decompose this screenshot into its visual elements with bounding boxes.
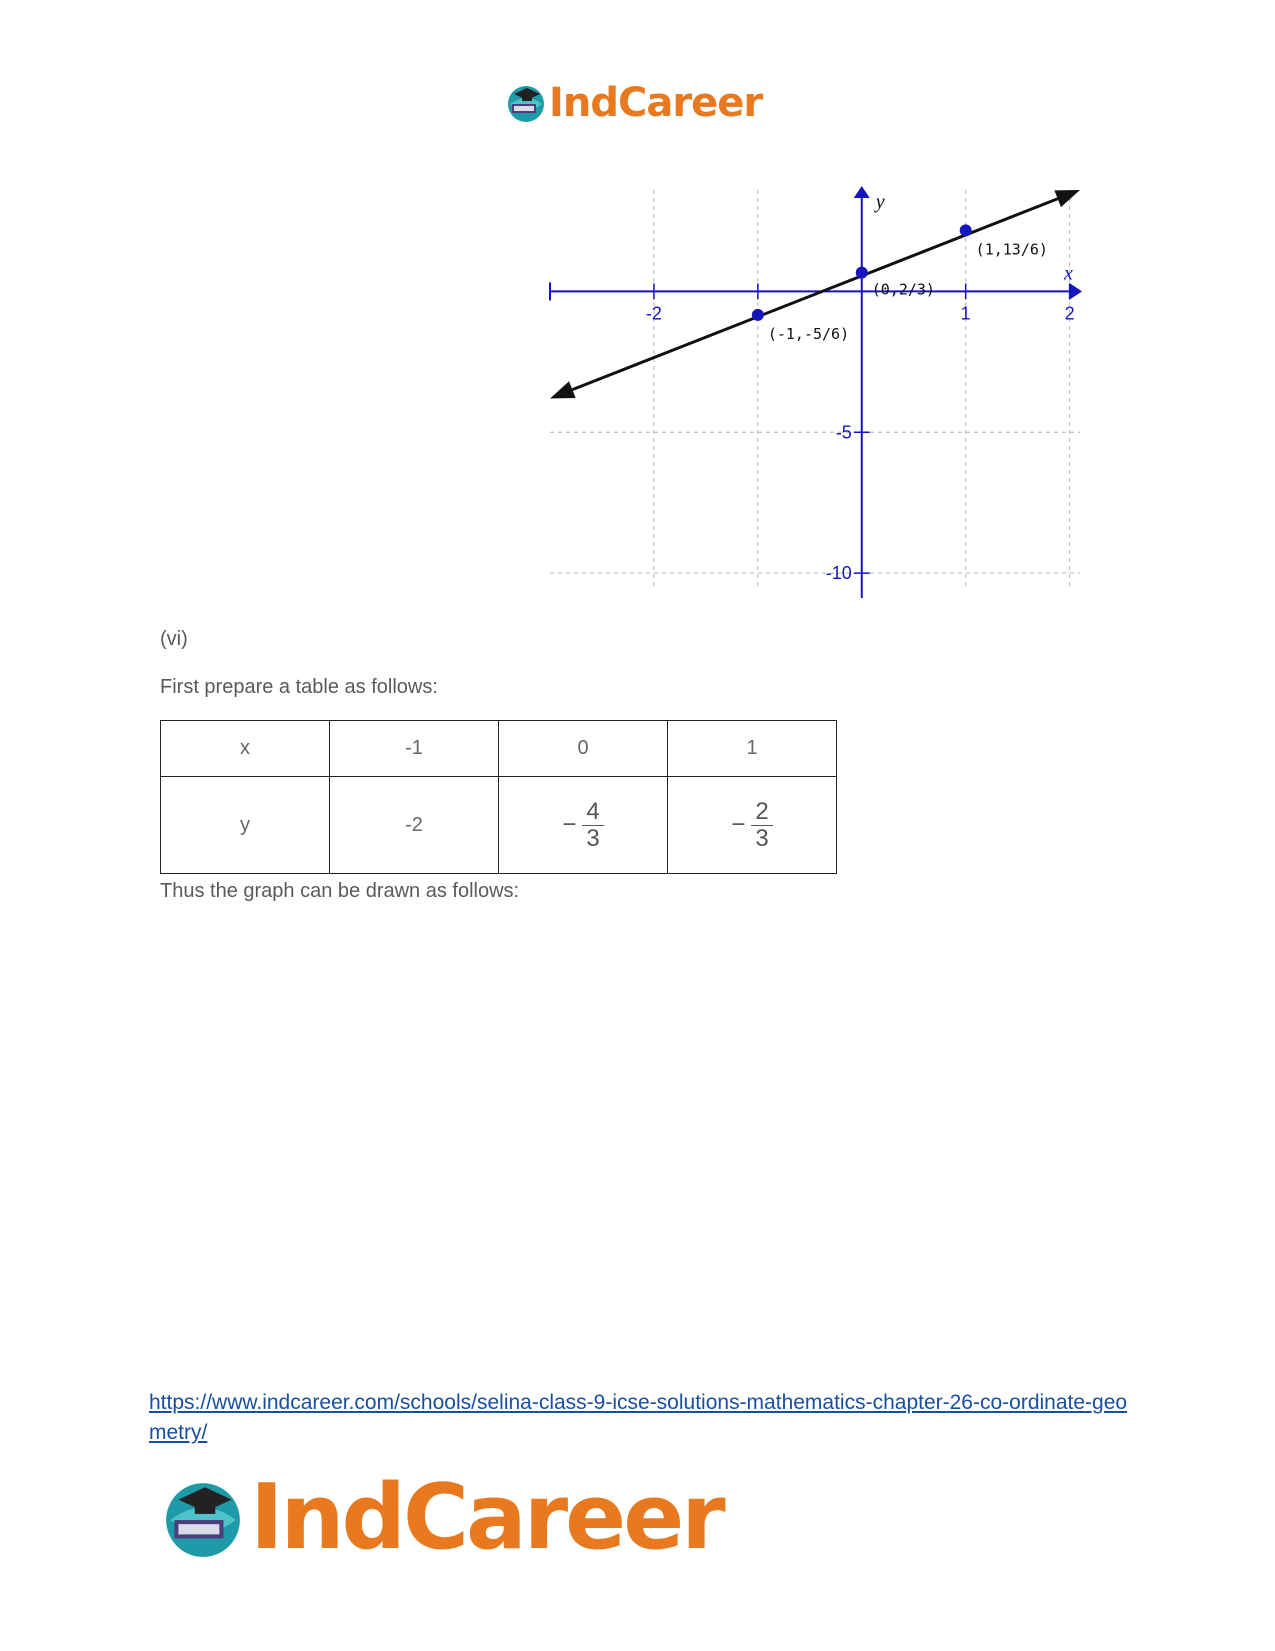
data-point [752, 309, 764, 321]
line-segment [572, 199, 1057, 390]
fraction-denominator: 3 [586, 824, 600, 852]
fraction-sign: − [562, 811, 577, 838]
table-cell: 0 [499, 721, 668, 777]
x-axis-label: x [1064, 262, 1073, 285]
intro-text: First prepare a table as follows: [160, 676, 438, 698]
data-point [960, 224, 972, 236]
labels [646, 191, 1075, 583]
y-axis-label: y [875, 191, 885, 213]
x-tick-label: 1 [960, 303, 971, 324]
header-logo [505, 80, 762, 126]
fraction-denominator: 3 [755, 824, 769, 852]
footer-logo [160, 1465, 723, 1570]
footer-logo-text: IndCareer [250, 1465, 723, 1570]
source-link[interactable]: https://www.indcareer.com/schools/selina-class-9-icse-solutions-mathematics-chapter-26-co-ordinate-geometry/ [149, 1391, 1128, 1444]
line-arrow-end [1054, 190, 1080, 207]
table-cell: 1 [668, 721, 837, 777]
line-arrow-start [550, 381, 576, 398]
table-cell: y [161, 777, 330, 874]
part-label: (vi) [160, 628, 188, 650]
table-cell: -1 [330, 721, 499, 777]
logo-globe-icon [160, 1475, 246, 1561]
point-label: (0,2/3) [871, 280, 935, 299]
fraction-numerator: 2 [751, 799, 772, 825]
line-graph [540, 180, 1090, 600]
fraction-sign: − [731, 811, 746, 838]
x-axis-arrow [1070, 283, 1082, 299]
x-tick-label: -2 [645, 303, 662, 324]
point-label: (1,13/6) [975, 240, 1048, 259]
y-axis-arrow [854, 186, 870, 198]
plotted-line [550, 190, 1080, 398]
table-row-y [161, 777, 837, 874]
y-tick-label: -10 [825, 563, 852, 584]
fraction [731, 799, 772, 850]
after-table-text: Thus the graph can be drawn as follows: [160, 880, 520, 902]
x-tick-label: 2 [1064, 303, 1075, 324]
point-label: (-1,-5/6) [767, 324, 850, 343]
fraction-numerator: 4 [582, 799, 603, 825]
table-cell: -2 [330, 777, 499, 874]
table-row-x [161, 721, 837, 777]
fraction [562, 799, 603, 850]
data-point [856, 267, 868, 279]
y-tick-label: -5 [835, 422, 852, 443]
table-cell [499, 777, 668, 874]
logo-globe-icon [505, 82, 547, 124]
table-cell [668, 777, 837, 874]
table-cell: x [161, 721, 330, 777]
header-logo-text: IndCareer [549, 80, 763, 126]
values-table [160, 720, 837, 874]
